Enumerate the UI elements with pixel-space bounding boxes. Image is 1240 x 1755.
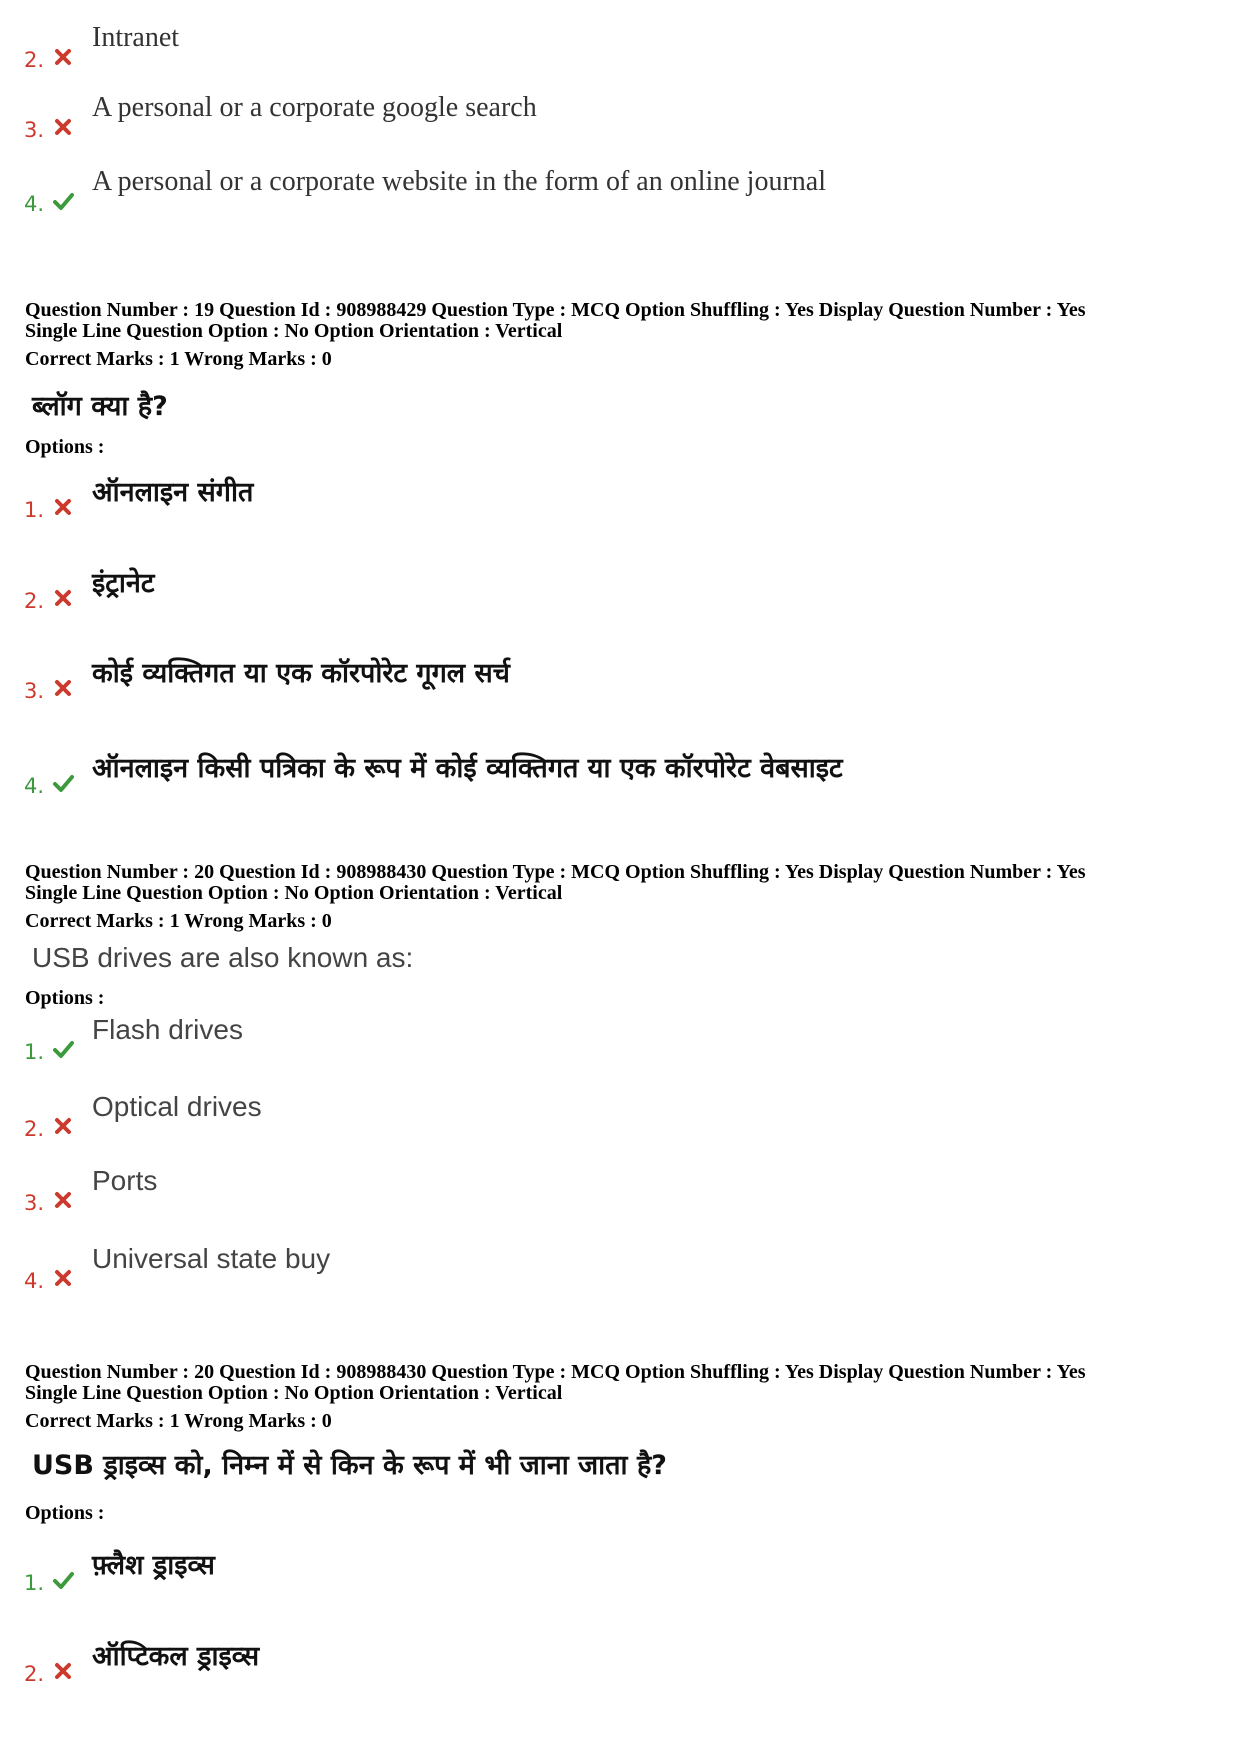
wrong-cross-icon	[52, 116, 74, 138]
correct-check-icon	[52, 190, 74, 212]
correct-check-icon	[52, 772, 74, 794]
option-text: ऑनलाइन संगीत	[92, 477, 254, 508]
option-text: A personal or a corporate google search	[92, 92, 537, 123]
wrong-cross-icon	[52, 496, 74, 518]
wrong-cross-icon	[52, 1267, 74, 1289]
wrong-cross-icon	[52, 677, 74, 699]
option-number: 4.	[24, 1269, 45, 1293]
question-meta-line: Single Line Question Option : No Option Orientation : Vertical	[25, 320, 563, 342]
option-number: 2.	[24, 1662, 45, 1686]
option-text: Optical drives	[92, 1091, 262, 1122]
question-meta-line: Single Line Question Option : No Option Orientation : Vertical	[25, 882, 563, 904]
option-text: इंट्रानेट	[92, 568, 155, 599]
option-text: A personal or a corporate website in the form of an online journal	[92, 166, 826, 197]
option-row	[24, 1091, 1204, 1141]
options-label: Options :	[25, 436, 105, 458]
option-row	[24, 22, 1204, 72]
option-number: 1.	[24, 1040, 45, 1064]
option-number: 1.	[24, 498, 45, 522]
wrong-cross-icon	[52, 46, 74, 68]
wrong-cross-icon	[52, 1660, 74, 1682]
question-text: USB ड्राइव्स को, निम्न में से किन के रूप में भी जाना जाता है?	[32, 1450, 667, 1481]
option-number: 3.	[24, 679, 45, 703]
question-meta-line: Question Number : 20 Question Id : 908988430 Question Type : MCQ Option Shuffling : Yes Display Question Number : Yes	[25, 1361, 1086, 1383]
options-label: Options :	[25, 1502, 105, 1524]
option-text: Universal state buy	[92, 1243, 331, 1274]
option-text: Flash drives	[92, 1014, 243, 1045]
question-meta-line: Question Number : 20 Question Id : 908988430 Question Type : MCQ Option Shuffling : Yes Display Question Number : Yes	[25, 861, 1086, 883]
option-number: 3.	[24, 118, 45, 142]
wrong-cross-icon	[52, 1115, 74, 1137]
correct-check-icon	[52, 1569, 74, 1591]
option-row	[24, 92, 1204, 142]
option-row	[24, 748, 1204, 798]
question-text: USB drives are also known as:	[32, 942, 414, 973]
option-text: Intranet	[92, 22, 180, 53]
option-row	[24, 1636, 1204, 1686]
option-text: ऑनलाइन किसी पत्रिका के रूप में कोई व्यक्तिगत या एक कॉरपोरेट वेबसाइट	[92, 753, 843, 784]
option-row	[24, 653, 1204, 703]
option-text: ऑप्टिकल ड्राइव्स	[92, 1641, 260, 1672]
marks-line: Correct Marks : 1 Wrong Marks : 0	[25, 910, 332, 932]
option-row	[24, 563, 1204, 613]
correct-check-icon	[52, 1038, 74, 1060]
option-text: कोई व्यक्तिगत या एक कॉरपोरेट गूगल सर्च	[92, 658, 510, 689]
option-text: Ports	[92, 1165, 158, 1196]
options-label: Options :	[25, 987, 105, 1009]
marks-line: Correct Marks : 1 Wrong Marks : 0	[25, 348, 332, 370]
option-row	[24, 1014, 1204, 1064]
wrong-cross-icon	[52, 1189, 74, 1211]
option-row	[24, 1243, 1204, 1293]
marks-line: Correct Marks : 1 Wrong Marks : 0	[25, 1410, 332, 1432]
option-number: 2.	[24, 48, 45, 72]
option-number: 3.	[24, 1191, 45, 1215]
option-row	[24, 1165, 1204, 1215]
wrong-cross-icon	[52, 587, 74, 609]
option-number: 1.	[24, 1571, 45, 1595]
option-number: 2.	[24, 1117, 45, 1141]
option-number: 2.	[24, 589, 45, 613]
question-meta-line: Single Line Question Option : No Option Orientation : Vertical	[25, 1382, 563, 1404]
option-number: 4.	[24, 192, 45, 216]
option-row	[24, 472, 1204, 522]
question-meta-line: Question Number : 19 Question Id : 908988429 Question Type : MCQ Option Shuffling : Yes Display Question Number : Yes	[25, 299, 1086, 321]
option-row	[24, 1545, 1204, 1595]
option-row	[24, 166, 1204, 216]
question-text: ब्लॉग क्या है?	[32, 391, 168, 422]
option-text: फ़्लैश ड्राइव्स	[92, 1550, 215, 1581]
option-number: 4.	[24, 774, 45, 798]
